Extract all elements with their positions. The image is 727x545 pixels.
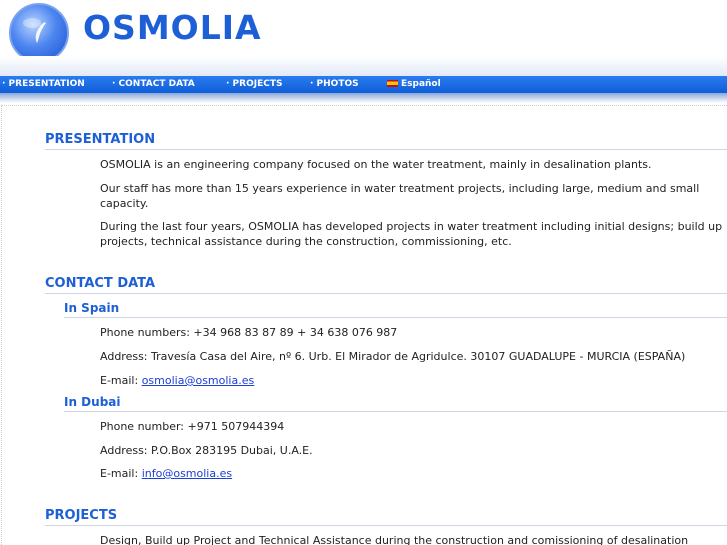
section-divider: [45, 293, 727, 294]
osmolia-logo-icon[interactable]: [9, 3, 69, 63]
section-divider: [45, 525, 727, 526]
dubai-email-line: [100, 466, 725, 481]
presentation-paragraph: OSMOLIA is an engineering company focused on the water treatment, mainly in desalination plants.: [100, 158, 652, 171]
spain-phone: Phone numbers: +34 968 83 87 89 + 34 638 076 987: [100, 326, 398, 339]
section-title-projects: PROJECTS: [45, 508, 118, 523]
email-label: E-mail:: [100, 374, 142, 387]
dubai-address: Address: P.O.Box 283195 Dubai, U.A.E.: [100, 444, 313, 457]
spain-email-link[interactable]: osmolia@osmolia.es: [141, 374, 255, 387]
nav-presentation[interactable]: · PRESENTATION: [2, 79, 85, 89]
nav-photos[interactable]: · PHOTOS: [310, 79, 359, 89]
subsection-title-dubai: In Dubai: [64, 395, 121, 409]
header-gradient: [0, 56, 727, 76]
presentation-paragraph: Our staff has more than 15 years experience in water treatment projects, including large, medium and small capacity.: [100, 182, 700, 210]
nav-shadow: [0, 93, 727, 103]
brand-name[interactable]: OSMOLIA: [83, 8, 262, 47]
site-header: [0, 0, 727, 76]
spain-address: Address: Travesía Casa del Aire, nº 6. Urb. El Mirador de Agridulce. 30107 GUADALUPE - MURCIA (ESPAÑA): [100, 350, 686, 363]
logo-drop-icon: [11, 5, 67, 61]
section-title-contact: CONTACT DATA: [45, 276, 156, 291]
section-divider: [45, 149, 727, 150]
language-label: Español: [401, 79, 441, 89]
nav-contact-data[interactable]: · CONTACT DATA: [112, 79, 195, 89]
dubai-phone: Phone number: +971 507944394: [100, 420, 285, 433]
presentation-paragraph: During the last four years, OSMOLIA has developed projects in water treatment including initial designs; build up projects, technical assistance during the construction, commissioning, etc.: [100, 220, 723, 248]
section-title-presentation: PRESENTATION: [45, 132, 156, 147]
email-label: E-mail:: [100, 467, 142, 480]
subsection-divider: [64, 317, 727, 318]
subsection-divider: [64, 411, 727, 412]
dubai-email-link[interactable]: info@osmolia.es: [141, 467, 233, 480]
spain-email-line: [100, 373, 725, 388]
main-nav: [0, 76, 727, 93]
projects-paragraph: Design, Build up Project and Technical Assistance during the construction and comissioning of desalination: [100, 534, 689, 545]
subsection-title-spain: In Spain: [64, 301, 120, 315]
spain-flag-icon: [387, 80, 398, 87]
nav-language-spanish[interactable]: [387, 79, 441, 89]
nav-projects[interactable]: · PROJECTS: [226, 79, 283, 89]
